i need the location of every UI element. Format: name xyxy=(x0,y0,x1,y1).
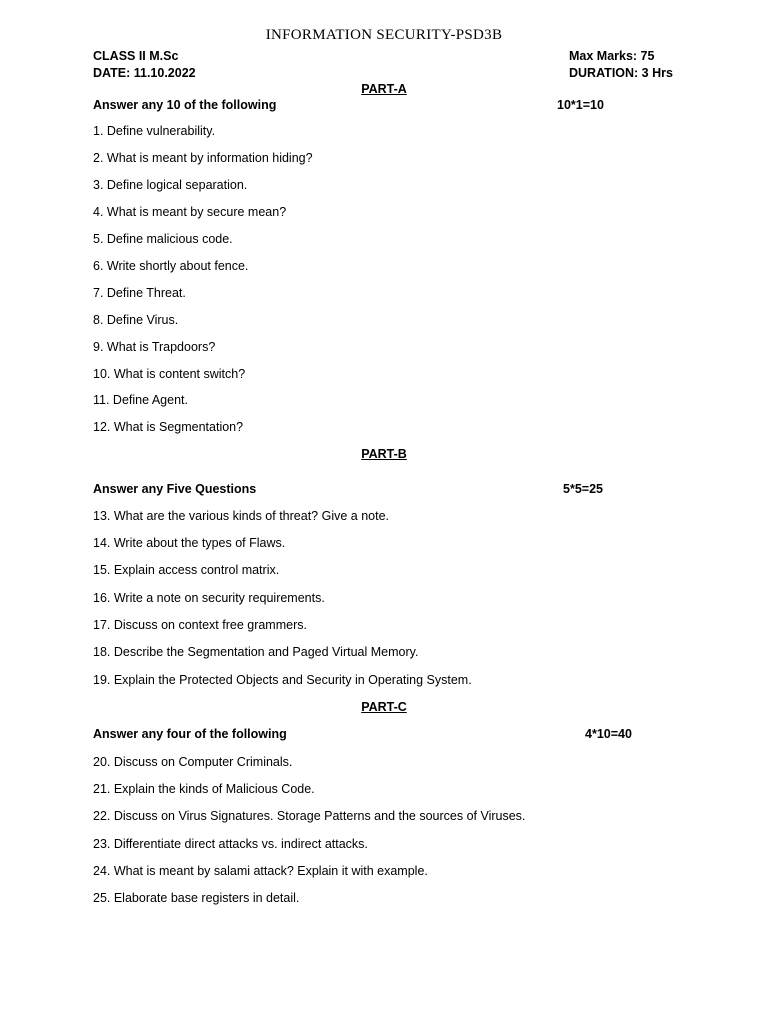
question-item: 4. What is meant by secure mean? xyxy=(93,205,287,219)
part-c-heading: PART-C xyxy=(361,700,407,714)
question-item: 23. Differentiate direct attacks vs. indirect attacks. xyxy=(93,837,368,851)
part-a-heading: PART-A xyxy=(361,82,407,96)
question-item: 8. Define Virus. xyxy=(93,313,179,327)
question-item: 24. What is meant by salami attack? Explain it with example. xyxy=(93,864,428,878)
class-label: CLASS II M.Sc xyxy=(93,49,179,63)
max-marks-label: Max Marks: 75 xyxy=(569,49,655,63)
question-item: 21. Explain the kinds of Malicious Code. xyxy=(93,782,315,796)
date-label: DATE: 11.10.2022 xyxy=(93,66,196,80)
question-item: 7. Define Threat. xyxy=(93,286,186,300)
part-c-marks: 4*10=40 xyxy=(585,727,632,741)
question-item: 2. What is meant by information hiding? xyxy=(93,151,313,165)
question-item: 19. Explain the Protected Objects and Security in Operating System. xyxy=(93,673,472,687)
part-a-marks: 10*1=10 xyxy=(557,98,604,112)
question-item: 9. What is Trapdoors? xyxy=(93,340,216,354)
part-c-instruction: Answer any four of the following xyxy=(93,727,287,741)
question-item: 10. What is content switch? xyxy=(93,367,246,381)
question-item: 5. Define malicious code. xyxy=(93,232,233,246)
question-item: 25. Elaborate base registers in detail. xyxy=(93,891,300,905)
question-item: 12. What is Segmentation? xyxy=(93,420,244,434)
question-item: 22. Discuss on Virus Signatures. Storage Patterns and the sources of Viruses. xyxy=(93,809,526,823)
question-item: 16. Write a note on security requirements. xyxy=(93,591,325,605)
question-item: 15. Explain access control matrix. xyxy=(93,563,280,577)
question-item: 18. Describe the Segmentation and Paged Virtual Memory. xyxy=(93,645,419,659)
part-b-heading: PART-B xyxy=(361,447,407,461)
part-a-instruction: Answer any 10 of the following xyxy=(93,98,277,112)
question-item: 6. Write shortly about fence. xyxy=(93,259,249,273)
question-item: 20. Discuss on Computer Criminals. xyxy=(93,755,293,769)
question-item: 13. What are the various kinds of threat? Give a note. xyxy=(93,509,389,523)
question-item: 14. Write about the types of Flaws. xyxy=(93,536,286,550)
part-b-marks: 5*5=25 xyxy=(563,482,603,496)
question-item: 3. Define logical separation. xyxy=(93,178,248,192)
question-item: 17. Discuss on context free grammers. xyxy=(93,618,307,632)
duration-label: DURATION: 3 Hrs xyxy=(569,66,673,80)
question-item: 11. Define Agent. xyxy=(93,393,188,407)
document-title: INFORMATION SECURITY-PSD3B xyxy=(265,27,503,43)
part-b-instruction: Answer any Five Questions xyxy=(93,482,257,496)
question-item: 1. Define vulnerability. xyxy=(93,124,216,138)
